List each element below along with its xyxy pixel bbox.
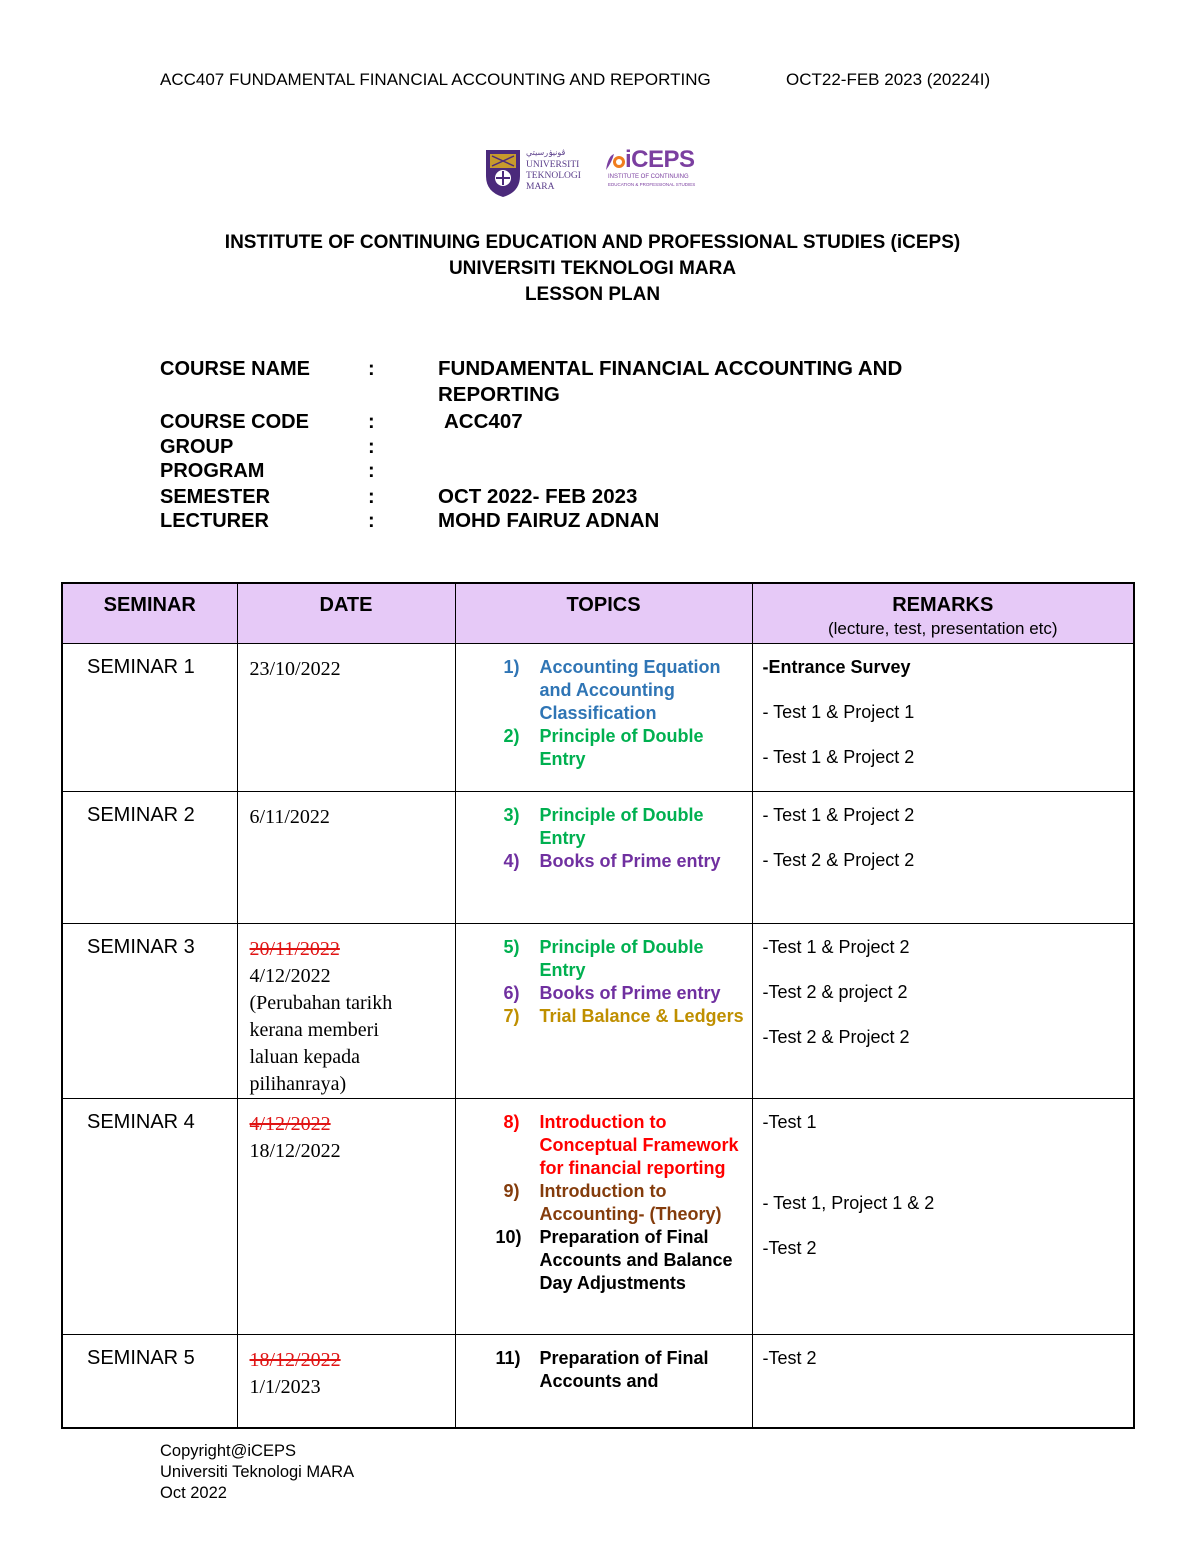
course-code-value: ACC407 xyxy=(444,410,523,433)
uitm-wordmark-2: TEKNOLOGI xyxy=(526,171,581,181)
column-header-remarks xyxy=(752,583,1134,643)
remark-item: - Test 1 & Project 1 xyxy=(762,701,915,722)
remark-item: -Test 2 xyxy=(762,1347,817,1368)
remark-item: -Test 1 xyxy=(762,1111,817,1132)
table-header-row xyxy=(62,583,1134,643)
topic-number: 9) xyxy=(503,1180,520,1201)
logo-group xyxy=(484,146,698,198)
course-name-value-cont: REPORTING xyxy=(438,383,560,406)
program-label: PROGRAM xyxy=(160,460,265,482)
topic-number: 1) xyxy=(503,656,520,677)
topic-title: Trial Balance & Ledgers xyxy=(539,1005,744,1026)
seminar-date: 18/12/2022 xyxy=(249,1139,341,1162)
topic-item xyxy=(456,1180,746,1226)
uitm-arabic-text: ڤونيۏرسيتي xyxy=(526,148,566,157)
uitm-wordmark-3: MARA xyxy=(526,182,555,192)
footer-copyright: Copyright@iCEPS xyxy=(160,1442,296,1460)
running-header-session: OCT22-FEB 2023 (20224I) xyxy=(786,70,991,89)
topic-title: Introduction to Conceptual Framework for financial reporting xyxy=(539,1111,739,1178)
remarks-header-note: (lecture, test, presentation etc) xyxy=(827,619,1058,638)
topic-number: 2) xyxy=(503,725,520,746)
topics-cell xyxy=(455,923,752,1098)
topic-number: 6) xyxy=(503,982,520,1003)
topic-title: Principle of Double Entry xyxy=(539,936,704,980)
topic-item xyxy=(456,850,746,873)
topics-list xyxy=(456,1335,752,1393)
topics-list xyxy=(456,792,752,873)
lecturer-value: MOHD FAIRUZ ADNAN xyxy=(438,509,660,532)
course-name-label: COURSE NAME xyxy=(160,358,311,380)
table-row xyxy=(62,643,1134,791)
seminar-cell: SEMINAR 5 xyxy=(62,1334,237,1428)
topic-title: Principle of Double Entry xyxy=(539,804,704,848)
topics-cell xyxy=(455,1098,752,1334)
semester-label: SEMESTER xyxy=(160,486,271,508)
uitm-wordmark-1: UNIVERSITI xyxy=(526,160,580,170)
table-row xyxy=(62,1334,1134,1428)
colon: : xyxy=(368,436,375,458)
topic-number: 8) xyxy=(503,1111,520,1132)
semester-value: OCT 2022- FEB 2023 xyxy=(438,485,638,508)
topic-title: Introduction to Accounting- (Theory) xyxy=(539,1180,722,1224)
date-cell xyxy=(237,791,455,923)
footer xyxy=(160,1441,354,1504)
topic-title: Principle of Double Entry xyxy=(539,725,704,769)
remarks-cell xyxy=(752,643,1134,791)
remarks-header-label: REMARKS xyxy=(892,594,994,616)
topic-item xyxy=(456,804,746,850)
topic-item xyxy=(456,1347,746,1393)
seminar-date: 23/10/2022 xyxy=(249,657,341,680)
original-date-struck: 20/11/2022 xyxy=(249,937,340,960)
group-label: GROUP xyxy=(160,436,234,458)
date-cell xyxy=(237,923,455,1098)
colon: : xyxy=(368,486,375,508)
topic-item xyxy=(456,1111,746,1180)
topic-title: Accounting Equation and Accounting Classification xyxy=(539,656,721,723)
document-title: LESSON PLAN xyxy=(524,284,661,305)
remarks-cell xyxy=(752,1334,1134,1428)
remark-item: -Test 2 & Project 2 xyxy=(762,1026,910,1047)
remark-item: -Test 2 & project 2 xyxy=(762,981,908,1002)
original-date-struck: 4/12/2022 xyxy=(249,1112,331,1135)
course-name-value: FUNDAMENTAL FINANCIAL ACCOUNTING AND xyxy=(438,357,903,380)
date-change-note: (Perubahan tarikh kerana memberi laluan kepada pilihanraya) xyxy=(249,991,393,1095)
colon: : xyxy=(368,358,375,380)
remark-item: - Test 1, Project 1 & 2 xyxy=(762,1192,935,1213)
topic-number: 11) xyxy=(495,1347,521,1368)
lecturer-label: LECTURER xyxy=(160,510,269,532)
iceps-subtitle-1: INSTITUTE OF CONTINUING xyxy=(608,174,689,180)
seminar-date: 4/12/2022 xyxy=(249,964,331,987)
table-row xyxy=(62,1098,1134,1334)
topic-item xyxy=(456,1226,746,1295)
table-row xyxy=(62,791,1134,923)
topic-number: 10) xyxy=(495,1226,522,1247)
topics-cell xyxy=(455,791,752,923)
remarks-cell xyxy=(752,791,1134,923)
remark-item: -Test 2 xyxy=(762,1237,817,1258)
seminar-cell: SEMINAR 4 xyxy=(62,1098,237,1334)
topics-cell xyxy=(455,643,752,791)
topic-title: Books of Prime entry xyxy=(539,982,721,1003)
topic-title: Preparation of Final Accounts and xyxy=(539,1347,709,1391)
seminar-cell: SEMINAR 3 xyxy=(62,923,237,1098)
topic-item xyxy=(456,982,746,1005)
date-cell xyxy=(237,1098,455,1334)
remarks-cell xyxy=(752,923,1134,1098)
topic-number: 3) xyxy=(503,804,520,825)
seminar-date: 1/1/2023 xyxy=(249,1375,321,1398)
iceps-symbol-icon xyxy=(604,150,626,172)
remark-item: - Test 1 & Project 2 xyxy=(762,804,915,825)
topics-list xyxy=(456,924,752,1028)
remark-item: -Test 1 & Project 2 xyxy=(762,936,910,957)
topic-item xyxy=(456,656,746,725)
original-date-struck: 18/12/2022 xyxy=(249,1348,341,1371)
topics-cell xyxy=(455,1334,752,1428)
topics-list xyxy=(456,644,752,771)
lesson-plan-table xyxy=(61,582,1135,1429)
remarks-cell xyxy=(752,1098,1134,1334)
footer-university: Universiti Teknologi MARA xyxy=(160,1463,355,1481)
remark-item: -Entrance Survey xyxy=(762,656,911,677)
table-row xyxy=(62,923,1134,1098)
topic-title: Books of Prime entry xyxy=(539,850,721,871)
date-cell xyxy=(237,1334,455,1428)
column-header-date: DATE xyxy=(237,583,455,643)
seminar-cell: SEMINAR 1 xyxy=(62,643,237,791)
footer-date: Oct 2022 xyxy=(160,1484,227,1502)
topic-item xyxy=(456,936,746,982)
university-title: UNIVERSITI TEKNOLOGI MARA xyxy=(448,258,737,279)
seminar-date: 6/11/2022 xyxy=(249,805,330,828)
colon: : xyxy=(368,460,375,482)
column-header-topics: TOPICS xyxy=(455,583,752,643)
remark-item: - Test 2 & Project 2 xyxy=(762,849,915,870)
course-code-label: COURSE CODE xyxy=(160,411,309,433)
column-header-seminar: SEMINAR xyxy=(62,583,237,643)
institute-title: INSTITUTE OF CONTINUING EDUCATION AND PROFESSIONAL STUDIES (iCEPS) xyxy=(224,232,961,253)
running-header-course: ACC407 FUNDAMENTAL FINANCIAL ACCOUNTING AND REPORTING xyxy=(160,70,711,89)
topic-number: 5) xyxy=(503,936,520,957)
seminar-cell: SEMINAR 2 xyxy=(62,791,237,923)
remark-item: - Test 1 & Project 2 xyxy=(762,746,915,767)
topic-item xyxy=(456,1005,746,1028)
topic-item xyxy=(456,725,746,771)
colon: : xyxy=(368,411,375,433)
topic-number: 4) xyxy=(503,850,520,871)
colon: : xyxy=(368,510,375,532)
iceps-wordmark: iCEPS xyxy=(625,146,695,173)
topics-list xyxy=(456,1099,752,1295)
topic-title: Preparation of Final Accounts and Balance Day Adjustments xyxy=(539,1226,733,1293)
date-cell xyxy=(237,643,455,791)
iceps-subtitle-2: EDUCATION & PROFESSIONAL STUDIES xyxy=(608,182,696,187)
topic-number: 7) xyxy=(503,1005,520,1026)
